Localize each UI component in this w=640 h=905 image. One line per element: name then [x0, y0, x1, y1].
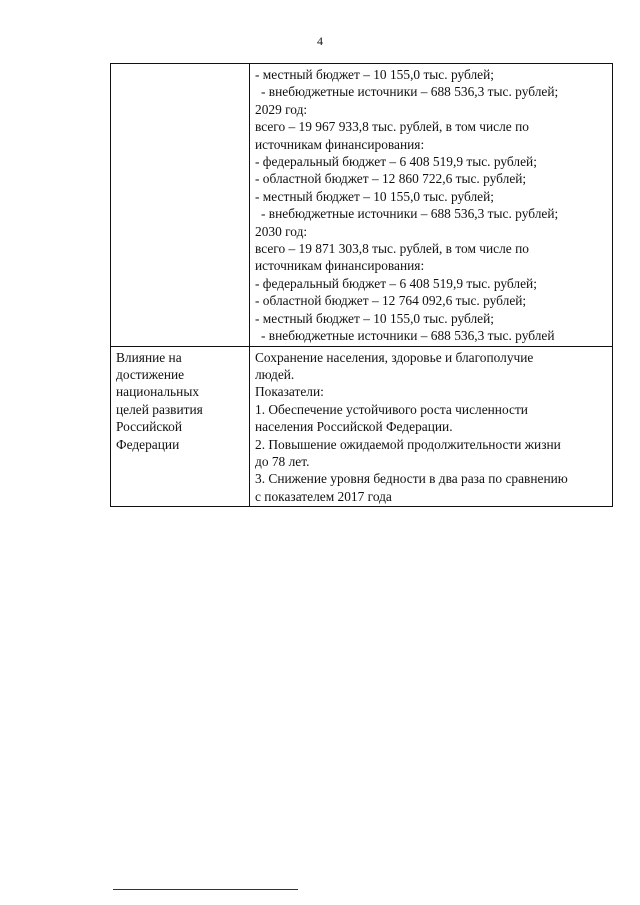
indicator-line: населения Российской Федерации. — [255, 419, 453, 435]
row-label-national-goals — [111, 346, 250, 507]
funding-total-line: всего – 19 871 303,8 тыс. рублей, в том числе по — [255, 241, 529, 257]
funding-cell — [250, 64, 613, 347]
indicator-line: 2. Повышение ожидаемой продолжительности жизни — [255, 436, 561, 452]
national-goals-cell — [250, 346, 613, 507]
funding-total-line: всего – 19 967 933,8 тыс. рублей, в том числе по — [255, 119, 529, 135]
row-label-line: Российской — [116, 419, 182, 435]
footnote-divider — [113, 889, 298, 890]
passport-table — [110, 63, 613, 507]
funding-line: - внебюджетные источники – 688 536,3 тыс. рублей; — [261, 84, 559, 100]
funding-line: - федеральный бюджет – 6 408 519,9 тыс. рублей; — [255, 154, 537, 170]
indicators-heading: Показатели: — [255, 384, 324, 400]
row-label-line: целей развития — [116, 401, 203, 417]
funding-line: - внебюджетные источники – 688 536,3 тыс. рублей; — [261, 206, 559, 222]
indicator-line: 1. Обеспечение устойчивого роста численности — [255, 401, 528, 417]
goals-line: людей. — [255, 366, 295, 382]
funding-line: - местный бюджет – 10 155,0 тыс. рублей; — [255, 310, 494, 326]
funding-line: - областной бюджет – 12 860 722,6 тыс. рублей; — [255, 171, 527, 187]
funding-line: - федеральный бюджет – 6 408 519,9 тыс. рублей; — [255, 275, 537, 291]
row-label-empty — [111, 64, 250, 347]
funding-line: - местный бюджет – 10 155,0 тыс. рублей; — [255, 67, 494, 82]
year-heading: 2029 год: — [255, 101, 308, 117]
table-row-funding — [111, 64, 613, 347]
row-label-line: Федерации — [116, 436, 180, 452]
funding-line: - внебюджетные источники – 688 536,3 тыс. рублей — [261, 328, 555, 344]
funding-line: источникам финансирования: — [255, 136, 425, 152]
goals-line: Сохранение населения, здоровье и благополучие — [255, 349, 534, 365]
page-number: 4 — [317, 34, 323, 48]
table-row-national-goals — [111, 346, 613, 507]
funding-line: - областной бюджет – 12 764 092,6 тыс. рублей; — [255, 293, 527, 309]
indicator-line: 3. Снижение уровня бедности в два раза по сравнению — [255, 471, 568, 487]
funding-line: источникам финансирования: — [255, 258, 425, 274]
funding-line: - местный бюджет – 10 155,0 тыс. рублей; — [255, 188, 494, 204]
year-heading: 2030 год: — [255, 223, 308, 239]
indicator-line: с показателем 2017 года — [255, 488, 392, 504]
row-label-line: достижение — [116, 366, 185, 382]
indicator-line: до 78 лет. — [255, 453, 310, 469]
row-label-line: Влияние на — [116, 349, 182, 365]
row-label-line: национальных — [116, 384, 200, 400]
